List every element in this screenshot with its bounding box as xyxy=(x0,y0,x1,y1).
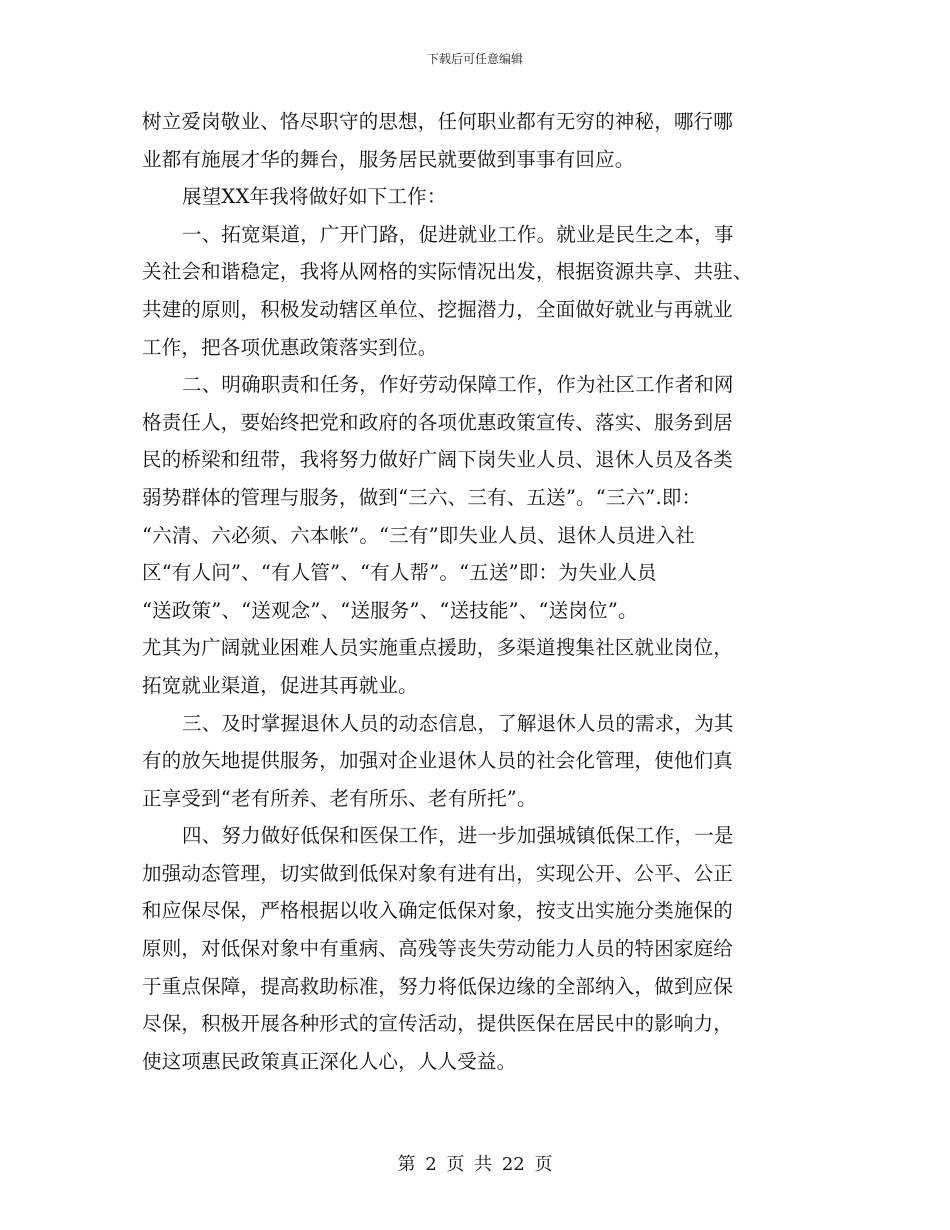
text-line: “送政策”、“送观念”、“送服务”、“送技能”、“送岗位”。 xyxy=(142,598,638,622)
text-line: 共建的原则，积极发动辖区单位、挖掘潜力，全面做好就业与再就业 xyxy=(142,297,734,321)
text-line: 尽保，积极开展各种形式的宣传活动，提供医保在居民中的影响力， xyxy=(142,1012,734,1036)
text-line: 展望XX年我将做好如下工作： xyxy=(182,185,447,209)
text-line: 有的放矢地提供服务，加强对企业退休人员的社会化管理，使他们真 xyxy=(142,749,734,773)
text-line: 二、明确职责和任务，作好劳动保障工作，作为社区工作者和网 xyxy=(182,373,734,397)
text-line: 工作，把各项优惠政策落实到位。 xyxy=(142,335,438,359)
text-line: “六清、六必须、六本帐”。“三有”即失业人员、退休人员进入社 xyxy=(142,523,695,547)
text-line: 使这项惠民政策真正深化人心，人人受益。 xyxy=(142,1049,517,1073)
text-line: 一、拓宽渠道，广开门路，促进就业工作。就业是民生之本，事 xyxy=(182,222,734,246)
text-line: 四、努力做好低保和医保工作，进一步加强城镇低保工作，一是 xyxy=(182,824,734,848)
text-line: 和应保尽保，严格根据以收入确定低保对象，按支出实施分类施保的 xyxy=(142,899,734,923)
text-line: 关社会和谐稳定，我将从网格的实际情况出发，根据资源共享、共驻、 xyxy=(142,260,753,284)
text-line: 加强动态管理，切实做到低保对象有进有出，实现公开、公平、公正 xyxy=(142,861,734,885)
text-line: 树立爱岗敬业、恪尽职守的思想，任何职业都有无穷的神秘，哪行哪 xyxy=(142,110,734,133)
text-line: 区“有人问”、“有人管”、“有人帮”。“五送”即：为失业人员 xyxy=(142,561,657,585)
text-line: 正享受到“老有所养、老有所乐、老有所托”。 xyxy=(142,786,537,810)
text-line: 尤其为广阔就业困难人员实施重点援助，多渠道搜集社区就业岗位， xyxy=(142,636,734,660)
text-line: 原则，对低保对象中有重病、高残等丧失劳动能力人员的特困家庭给 xyxy=(142,937,734,961)
text-line: 拓宽就业渠道，促进其再就业。 xyxy=(142,673,418,697)
text-line: 弱势群体的管理与服务，做到“三六、三有、五送”。“三六”.即： xyxy=(142,485,702,509)
text-line: 三、及时掌握退休人员的动态信息，了解退休人员的需求，为其 xyxy=(182,711,734,735)
text-line: 业都有施展才华的舞台，服务居民就要做到事事有回应。 xyxy=(142,147,635,171)
text-line: 格责任人，要始终把党和政府的各项优惠政策宣传、落实、服务到居 xyxy=(142,410,734,434)
text-line: 民的桥梁和纽带，我将努力做好广阔下岗失业人员、退休人员及各类 xyxy=(142,448,734,472)
document-body xyxy=(142,103,812,1080)
text-line: 于重点保障，提高救助标准，努力将低保边缘的全部纳入，做到应保 xyxy=(142,974,734,998)
page-footer-pagination: 第 2 页 共 22 页 xyxy=(397,1154,553,1175)
page-header: 下载后可任意编辑 xyxy=(426,52,523,66)
